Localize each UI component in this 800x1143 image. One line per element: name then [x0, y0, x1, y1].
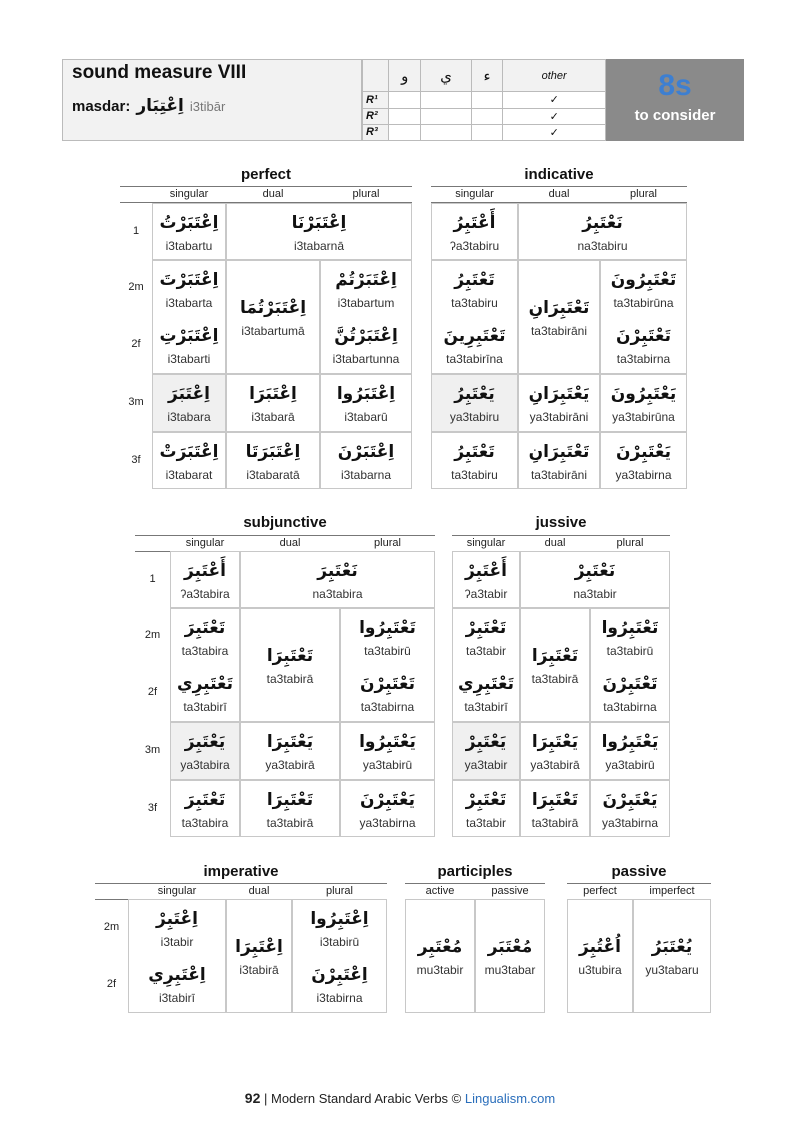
root-type-table: [362, 59, 606, 141]
transliteration: i3tabir: [160, 935, 194, 949]
form-cell-3m-plural: [320, 374, 412, 432]
arabic-form: تَعْتَبِرِي: [176, 674, 233, 694]
form-cell-1-plural: [240, 551, 435, 608]
person-label: 3f: [147, 801, 158, 814]
form-cell-3f-dual: [240, 780, 340, 837]
transliteration: ya3tabirna: [601, 815, 659, 830]
form-cell-2-singular: [170, 608, 240, 722]
imperative-title: imperative: [203, 863, 279, 880]
root-table-corner: [363, 60, 389, 92]
person-label: 2m: [128, 281, 144, 293]
indicative-col-header: singular: [455, 188, 494, 200]
arabic-form: تَعْتَبِرُوا: [359, 618, 416, 638]
arabic-form: تَعْتَبِرَا: [531, 789, 579, 810]
arabic-form: أَعْتَبِرْ: [465, 560, 507, 581]
transliteration: i3tabartunna: [332, 352, 400, 366]
arabic-form: تَعْتَبِرِي: [457, 674, 514, 694]
arabic-form: نَعْتَبِرَ: [317, 560, 358, 581]
transliteration: ya3tabirāni: [529, 410, 589, 424]
transliteration: yu3tabaru: [645, 963, 699, 977]
root-col-ya: ي: [421, 60, 471, 92]
form-cell-3f-dual: [520, 780, 590, 837]
form-cell-2-singular: [431, 260, 518, 374]
indicative-col-header: plural: [630, 188, 657, 200]
form-2m-singular: [466, 615, 506, 659]
form-cell-2-plural: [340, 608, 435, 722]
participles-title: participles: [437, 863, 513, 880]
form-cell-3f-dual: [518, 432, 600, 489]
imperative-col-header: singular: [157, 885, 197, 897]
form-cell-1-singular: [152, 203, 226, 260]
transliteration: ʔa3tabir: [464, 586, 508, 601]
arabic-form: اِعْتَبَرْتَ: [159, 270, 219, 290]
form-2f-singular: [443, 323, 505, 367]
transliteration: ta3tabiru: [451, 296, 498, 310]
form-cell-2-dual: [518, 260, 600, 374]
form-cell-3m-singular: [152, 374, 226, 432]
verb-header-box: [62, 59, 362, 141]
form-2f-singular: [148, 962, 205, 1006]
arabic-form: اِعْتَبِرُوا: [310, 909, 369, 929]
person-label: 1: [132, 224, 140, 237]
form-cell-3m-singular: [452, 722, 520, 780]
form-cell-passive-perfect: [567, 899, 633, 1013]
transliteration: na3tabira: [312, 586, 363, 601]
form-2f-singular: [177, 671, 233, 715]
arabic-form: يَعْتَبِرُونَ: [610, 384, 677, 404]
form-2f-plural: [616, 323, 671, 367]
form-cell-2-plural: [600, 260, 687, 374]
arabic-form: يَعْتَبِرُوا: [359, 732, 416, 752]
transliteration: ta3tabirā: [266, 672, 314, 686]
arabic-form: نَعْتَبِرُ: [582, 212, 623, 233]
form-cell-3m-dual: [226, 374, 320, 432]
transliteration: i3tabartumā: [241, 324, 305, 338]
form-cell-3m-singular: [170, 722, 240, 780]
transliteration: ta3tabirāni: [530, 467, 588, 482]
arabic-form: تَعْتَبِرَا: [266, 646, 314, 666]
jussive-title: jussive: [535, 514, 587, 531]
root-row-label: R¹: [363, 92, 389, 108]
arabic-form: تَعْتَبِرُ: [454, 441, 495, 462]
person-label: 3f: [131, 453, 141, 466]
arabic-form: اِعْتَبَرْتِ: [159, 326, 219, 346]
masdar-label: masdar:: [72, 98, 131, 115]
subjunctive-col-header: plural: [374, 537, 401, 549]
arabic-form: تَعْتَبِرَا: [531, 646, 579, 666]
arabic-form: اِعْتَبَرَتْ: [159, 441, 219, 462]
person-label: 2f: [147, 686, 158, 698]
arabic-form: أَعْتَبِرُ: [453, 212, 496, 233]
arabic-form: تَعْتَبِرْ: [465, 618, 507, 638]
forms-to-consider-box: [606, 59, 744, 141]
form-cell-3m-plural: [590, 722, 670, 780]
form-cell-active-participle: [405, 899, 475, 1013]
root-cell: [421, 92, 471, 108]
form-cell-imperative-plural: [292, 899, 387, 1013]
form-cell-2-plural: [320, 260, 412, 374]
form-cell-3m-dual: [520, 722, 590, 780]
root-cell: [389, 124, 421, 140]
transliteration: i3tabarnā: [293, 238, 345, 253]
root-col-other: other: [503, 60, 606, 92]
form-2m-singular: [156, 906, 198, 950]
arabic-form: تَعْتَبِرُونَ: [610, 270, 677, 290]
arabic-form: مُعْتَبِر: [417, 937, 463, 957]
perfect-title: perfect: [240, 166, 292, 183]
arabic-form: اِعْتَبِرْنَ: [311, 965, 368, 985]
transliteration: mu3tabar: [484, 963, 536, 977]
form-cell-3m-plural: [600, 374, 687, 432]
arabic-form: اِعْتَبَرْتُمَا: [239, 298, 307, 318]
arabic-form: تَعْتَبِرُوا: [601, 618, 659, 638]
person-label: 1: [149, 572, 156, 585]
form-2m-plural: [310, 906, 368, 950]
arabic-form: اِعْتَبَرْنَ: [337, 441, 395, 462]
perfect-title-rule: [120, 186, 412, 187]
form-cell-1-singular: [170, 551, 240, 608]
person-label: 2m: [103, 920, 120, 933]
forms-count-label: to consider: [634, 107, 716, 124]
transliteration: ta3tabira: [181, 644, 229, 658]
form-cell-1-plural: [226, 203, 412, 260]
transliteration: ya3tabirūna: [612, 410, 675, 424]
transliteration: ta3tabirī: [183, 700, 227, 714]
person-label: 2m: [144, 629, 161, 641]
transliteration: i3tabarū: [344, 410, 388, 424]
root-cell: [471, 108, 503, 124]
participles-title-rule: [405, 883, 545, 884]
transliteration: ya3tabirna: [615, 467, 672, 482]
transliteration: na3tabir: [573, 586, 617, 601]
transliteration: i3tabirī: [158, 991, 195, 1005]
arabic-form: اِعْتَبَرْتُمْ: [335, 270, 397, 290]
form-cell-1-plural: [520, 551, 670, 608]
jussive-col-header: dual: [544, 537, 566, 549]
root-col-waw: و: [389, 60, 421, 92]
person-label: 3m: [144, 744, 161, 756]
perfect-col-header: dual: [262, 188, 284, 200]
form-cell-3f-singular: [431, 432, 518, 489]
arabic-form: نَعْتَبِرْ: [574, 560, 616, 581]
arabic-form: اِعْتَبِرِي: [148, 965, 206, 985]
form-cell-imperative-dual: [226, 899, 292, 1013]
person-label: 2f: [131, 338, 141, 350]
form-cell-3f-singular: [170, 780, 240, 837]
form-2m-singular: [160, 267, 219, 311]
arabic-form: اِعْتَبَرَتَا: [245, 441, 301, 462]
footer-separator: |: [263, 1091, 268, 1106]
jussive-col-header: plural: [616, 537, 644, 549]
form-2m-plural: [602, 615, 659, 659]
form-cell-3f-plural: [340, 780, 435, 837]
transliteration: mu3tabir: [416, 963, 464, 977]
transliteration: ʔa3tabiru: [449, 238, 500, 253]
person-label: 2f: [106, 977, 117, 990]
jussive-title-rule: [452, 535, 670, 536]
transliteration: ʔa3tabira: [180, 586, 230, 601]
arabic-form: اِعْتَبَرُوا: [336, 384, 396, 404]
transliteration: ta3tabirā: [531, 815, 579, 830]
form-2f-plural: [333, 323, 400, 367]
arabic-form: يَعْتَبِرْنَ: [616, 441, 671, 462]
subjunctive-title-rule: [135, 535, 435, 536]
arabic-form: اُعْتُبِرَ: [579, 937, 621, 957]
form-cell-2-dual: [240, 608, 340, 722]
form-2f-singular: [160, 323, 219, 367]
transliteration: i3tabara: [167, 410, 211, 424]
form-cell-2-plural: [590, 608, 670, 722]
checkmark-icon: ✓: [503, 124, 606, 140]
transliteration: ya3tabirna: [359, 815, 416, 830]
form-2m-plural: [359, 615, 416, 659]
root-cell: [421, 124, 471, 140]
transliteration: ta3tabiru: [451, 467, 498, 482]
form-2m-singular: [451, 267, 498, 311]
transliteration: ta3tabir: [465, 815, 507, 830]
passive-title: passive: [611, 863, 667, 880]
form-cell-3m-dual: [240, 722, 340, 780]
perfect-col-header: plural: [352, 188, 380, 200]
form-cell-1-plural: [518, 203, 687, 260]
arabic-form: تَعْتَبِرْنَ: [616, 326, 671, 346]
transliteration: ta3tabirā: [531, 672, 579, 686]
arabic-form: اِعْتَبَرْتُ: [159, 212, 219, 233]
form-cell-2-dual: [520, 608, 590, 722]
page-number: 92: [244, 1090, 261, 1106]
passive-title-rule: [567, 883, 711, 884]
jussive-col-header: singular: [466, 537, 506, 549]
arabic-form: يَعْتَبِرُوا: [601, 732, 659, 752]
transliteration: ta3tabirūna: [613, 296, 674, 310]
form-cell-2-singular: [452, 608, 520, 722]
footer-link[interactable]: Lingualism.com: [464, 1091, 556, 1106]
subjunctive-col-header: singular: [185, 537, 225, 549]
transliteration: ta3tabirā: [266, 815, 314, 830]
transliteration: na3tabiru: [577, 238, 628, 253]
form-cell-3f-singular: [452, 780, 520, 837]
root-cell: [471, 92, 503, 108]
root-col-hamza: ء: [471, 60, 503, 92]
form-cell-3f-plural: [320, 432, 412, 489]
transliteration: i3tabarti: [167, 352, 211, 366]
arabic-form: تَعْتَبِرُ: [454, 270, 495, 290]
arabic-form: يَعْتَبِرَانِ: [528, 384, 590, 404]
form-2f-singular: [458, 671, 514, 715]
root-row-label: R²: [363, 108, 389, 124]
indicative-col-header: dual: [548, 188, 570, 200]
transliteration: i3tabirā: [239, 963, 279, 977]
transliteration: ta3tabira: [181, 815, 229, 830]
arabic-form: اِعْتَبَرْتُنَّ: [334, 326, 398, 346]
transliteration: i3tabartum: [337, 296, 395, 310]
arabic-form: يَعْتَبِرَ: [184, 732, 226, 752]
arabic-form: تَعْتَبِرَ: [184, 618, 226, 638]
subjunctive-col-header: dual: [279, 537, 301, 549]
subjunctive-title: subjunctive: [243, 514, 327, 531]
participles-col-header: passive: [491, 885, 529, 897]
arabic-form: اِعْتَبَرَ: [168, 384, 210, 404]
transliteration: ya3tabirū: [605, 758, 655, 772]
form-cell-1-singular: [431, 203, 518, 260]
imperative-col-header: plural: [326, 885, 353, 897]
form-cell-3f-dual: [226, 432, 320, 489]
form-cell-3m-plural: [340, 722, 435, 780]
forms-count: 8s: [658, 69, 692, 102]
arabic-form: تَعْتَبِرْنَ: [602, 674, 658, 694]
form-cell-3f-singular: [152, 432, 226, 489]
transliteration: ya3tabira: [180, 758, 230, 772]
passive-col-header: imperfect: [649, 885, 695, 897]
transliteration: ta3tabirāni: [530, 324, 588, 338]
transliteration: ta3tabirna: [360, 700, 415, 714]
arabic-form: يَعْتَبِرُ: [454, 384, 495, 404]
transliteration: ta3tabir: [465, 644, 507, 658]
checkmark-icon: ✓: [503, 92, 606, 108]
transliteration: i3tabarna: [340, 467, 392, 482]
root-cell: [471, 124, 503, 140]
transliteration: ya3tabiru: [449, 410, 500, 424]
transliteration: u3tubira: [578, 963, 622, 977]
arabic-form: اِعْتَبِرْ: [156, 909, 198, 929]
arabic-form: مُعْتَبَر: [487, 937, 533, 957]
arabic-form: اِعْتَبَرَا: [249, 384, 297, 404]
verb-measure-title: sound measure VIII: [72, 62, 247, 83]
perfect-col-header: singular: [169, 188, 209, 200]
transliteration: i3tabartu: [165, 238, 213, 253]
transliteration: i3tabarā: [251, 410, 295, 424]
arabic-form: تَعْتَبِرَانِ: [528, 298, 590, 318]
form-2f-plural: [603, 671, 658, 715]
arabic-form: تَعْتَبِرْ: [465, 789, 507, 810]
arabic-form: تَعْتَبِرَانِ: [528, 441, 590, 462]
transliteration: ta3tabirū: [364, 644, 411, 658]
transliteration: ya3tabirū: [362, 758, 413, 772]
passive-col-header: perfect: [583, 885, 617, 897]
page-footer: [0, 1090, 800, 1106]
form-cell-2-dual: [226, 260, 320, 374]
arabic-form: يَعْتَبِرْنَ: [360, 789, 415, 810]
form-cell-1-singular: [452, 551, 520, 608]
arabic-form: اِعْتَبِرَا: [235, 937, 283, 957]
transliteration: ta3tabirna: [616, 352, 671, 366]
transliteration: i3tabirū: [319, 935, 360, 949]
form-2m-singular: [182, 615, 229, 659]
transliteration: i3tabaratā: [246, 467, 300, 482]
transliteration: ya3tabir: [464, 758, 508, 772]
form-2f-plural: [311, 962, 367, 1006]
form-cell-imperative-singular: [128, 899, 226, 1013]
checkmark-icon: ✓: [503, 108, 606, 124]
imperative-col-header: dual: [248, 885, 270, 897]
form-2f-plural: [360, 671, 415, 715]
masdar-arabic: اِعْتِبَار: [136, 96, 184, 116]
transliteration: ta3tabirīna: [446, 352, 503, 366]
participles-col-header: active: [425, 885, 455, 897]
form-cell-passive-imperfect: [633, 899, 711, 1013]
arabic-form: تَعْتَبِرْنَ: [360, 674, 415, 694]
arabic-form: يَعْتَبِرْنَ: [602, 789, 658, 810]
form-cell-2-singular: [152, 260, 226, 374]
transliteration: i3tabarta: [165, 296, 213, 310]
root-cell: [421, 108, 471, 124]
arabic-form: تَعْتَبِرِينَ: [443, 326, 506, 346]
root-row-label: R³: [363, 124, 389, 140]
form-2m-plural: [335, 267, 397, 311]
root-cell: [389, 108, 421, 124]
transliteration: ta3tabirī: [464, 700, 508, 714]
form-cell-3m-singular: [431, 374, 518, 432]
person-label: 3m: [128, 396, 144, 408]
arabic-form: تَعْتَبِرَا: [266, 789, 314, 810]
transliteration: ya3tabirā: [530, 758, 580, 772]
masdar-line: [72, 96, 225, 116]
arabic-form: تَعْتَبِرَ: [184, 789, 226, 810]
transliteration: ta3tabirū: [606, 644, 654, 658]
arabic-form: يَعْتَبِرْ: [465, 732, 507, 752]
transliteration: i3tabarat: [165, 467, 213, 482]
root-cell: [389, 92, 421, 108]
arabic-form: يُعْتَبَرُ: [651, 937, 693, 957]
transliteration: i3tabirna: [316, 991, 363, 1005]
transliteration: ya3tabirā: [265, 758, 315, 772]
form-cell-3m-dual: [518, 374, 600, 432]
indicative-title: indicative: [524, 166, 594, 183]
transliteration: ta3tabirna: [603, 700, 657, 714]
form-2m-plural: [611, 267, 677, 311]
footer-text: Modern Standard Arabic Verbs ©: [271, 1091, 462, 1106]
imperative-title-rule: [95, 883, 387, 884]
arabic-form: أَعْتَبِرَ: [184, 560, 226, 581]
arabic-form: اِعْتَبَرْنَا: [291, 212, 347, 233]
masdar-translit: i3tibār: [189, 99, 226, 114]
form-cell-3f-plural: [590, 780, 670, 837]
arabic-form: يَعْتَبِرَا: [266, 732, 314, 752]
form-cell-passive-participle: [475, 899, 545, 1013]
indicative-title-rule: [431, 186, 687, 187]
arabic-form: يَعْتَبِرَا: [531, 732, 579, 752]
form-cell-3f-plural: [600, 432, 687, 489]
